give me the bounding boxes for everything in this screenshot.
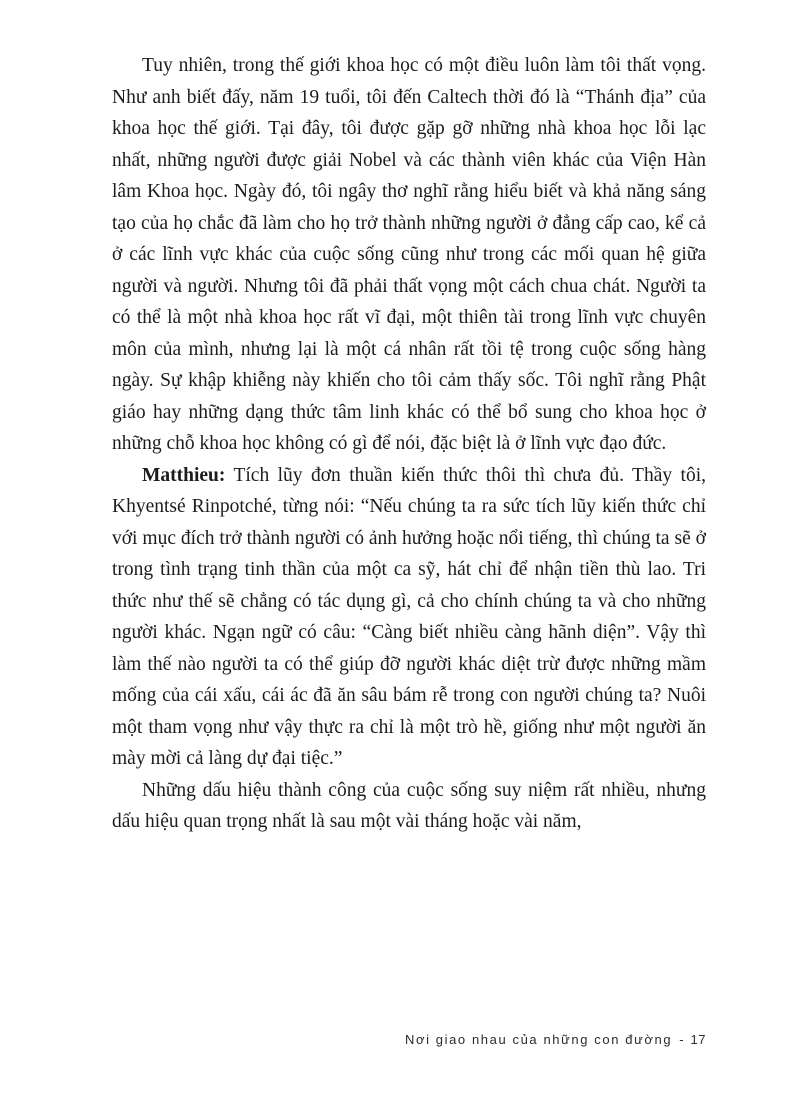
footer-separator: - (679, 1032, 684, 1047)
page-text (112, 50, 706, 838)
paragraph-text: Tuy nhiên, trong thế giới khoa học có một điều luôn làm tôi thất vọng. Như anh biết đấy, năm 19 tuổi, tôi đến Caltech thời đó là “Thánh địa” của khoa học thế giới. Tại đây, tôi được gặp gỡ những nhà khoa học lỗi lạc nhất, những người được giải Nobel và các thành viên khác của Viện Hàn lâm Khoa học. Ngày đó, tôi ngây thơ nghĩ rằng hiểu biết và khả năng sáng tạo của họ chắc đã làm cho họ trở thành những người ở đẳng cấp cao, kể cả ở các lĩnh vực khác của cuộc sống cũng như trong các mối quan hệ giữa người và người. Nhưng tôi đã phải thất vọng một cách chua chát. Người ta có thể là một nhà khoa học rất vĩ đại, một thiên tài trong lĩnh vực chuyên môn của mình, nhưng lại là một cá nhân rất tồi tệ trong cuộc sống hàng ngày. Sự khập khiễng này khiến cho tôi cảm thấy sốc. Tôi nghĩ rằng Phật giáo hay những dạng thức tâm linh khác có thể bổ sung cho khoa học ở những chỗ khoa học không có gì để nói, đặc biệt là ở lĩnh vực đạo đức. (112, 55, 706, 454)
paragraph-text: Những dấu hiệu thành công của cuộc sống suy niệm rất nhiều, nhưng dấu hiệu quan trọng nhất là sau một vài tháng hoặc vài năm, (112, 779, 706, 832)
speaker-name: Matthieu: (142, 464, 226, 486)
page-number: 17 (690, 1032, 706, 1047)
paragraph (112, 775, 706, 838)
paragraph (112, 50, 706, 460)
running-title: Nơi giao nhau của những con đường (404, 1032, 673, 1047)
paragraph-text: Tích lũy đơn thuần kiến thức thôi thì chưa đủ. Thầy tôi, Khyentsé Rinpotché, từng nói: “Nếu chúng ta ra sức tích lũy kiến thức chỉ với mục đích trở thành người có ảnh hưởng hoặc nổi tiếng, thì chúng ta sẽ ở trong tình trạng tinh thần của một ca sỹ, hát chỉ để nhận tiền thù lao. Tri thức như thế sẽ chẳng có tác dụng gì, cả cho chính chúng ta và cho những người khác. Ngạn ngữ có câu: “Càng biết nhiều càng hãnh diện”. Vậy thì làm thế nào người ta có thể giúp đỡ người khác diệt trừ được những mầm mống của cái xấu, cái ác đã ăn sâu bám rễ trong con người chúng ta? Nuôi một tham vọng như vậy thực ra chỉ là một trò hề, giống như một người ăn mày mời cả làng dự đại tiệc.” (112, 464, 706, 769)
page-footer (405, 1032, 706, 1047)
paragraph (112, 460, 706, 775)
